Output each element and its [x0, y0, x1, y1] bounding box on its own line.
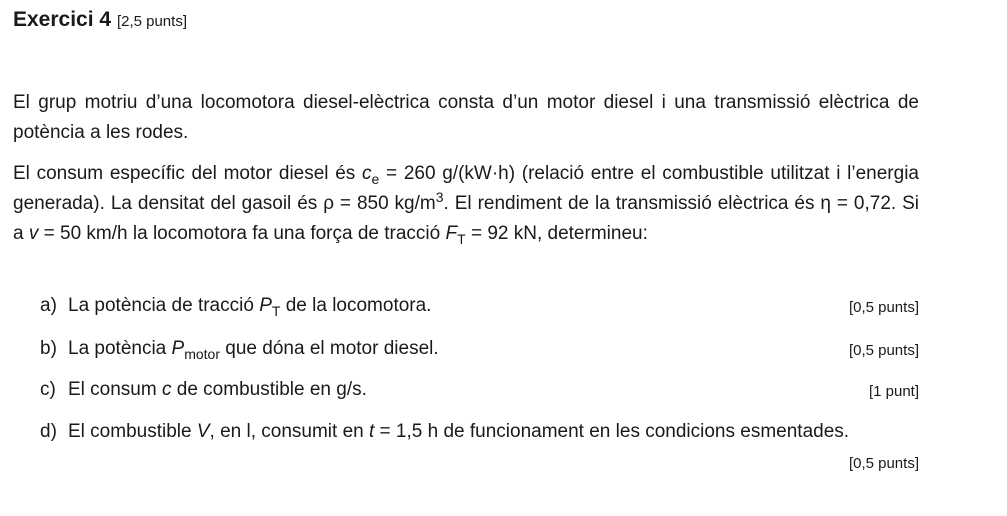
- rho-symbol: ρ: [323, 193, 334, 214]
- question-c-text: [68, 375, 919, 405]
- pt-subscript: T: [271, 303, 281, 319]
- data-text-7: = 92 kN, determineu:: [465, 223, 648, 244]
- question-d-label: d): [40, 421, 57, 442]
- intro-paragraph: El grup motriu d’una locomotora diesel-elèctrica consta d’un motor diesel i una transmissió elèctrica de potència a les rodes.: [13, 92, 919, 143]
- cubic-superscript: 3: [435, 189, 444, 205]
- ce-symbol: c: [362, 163, 372, 184]
- question-b-text-2: que dóna el motor diesel.: [220, 338, 439, 359]
- exercise-points: [2,5 punts]: [116, 13, 187, 30]
- question-a-text-1: La potència de tracció: [68, 295, 260, 316]
- ft-symbol: F: [445, 223, 458, 244]
- question-a-text-2: de la locomotora.: [280, 295, 432, 316]
- question-d-text-3: = 1,5 h de funcionament en les condicions esmentades.: [374, 421, 850, 442]
- question-b-score: [0,5 punts]: [848, 342, 919, 359]
- eta-symbol: η: [820, 193, 831, 214]
- data-text-4: . El rendiment de la transmissió elèctrica és: [443, 193, 821, 214]
- pmotor-subscript: motor: [184, 346, 221, 362]
- ce-subscript: e: [371, 171, 380, 187]
- question-a-label: a): [40, 295, 57, 316]
- question-d-text: [68, 417, 919, 447]
- question-d-score: [0,5 punts]: [848, 455, 919, 472]
- data-text-5: = 0,72. Si a: [13, 193, 919, 244]
- exercise-title: [13, 8, 187, 32]
- data-text-3: = 850 kg/m: [334, 193, 436, 214]
- t-symbol: t: [369, 421, 375, 442]
- question-b-text: [68, 334, 919, 364]
- question-c-score: [1 punt]: [868, 383, 919, 400]
- pt-symbol: P: [259, 295, 272, 316]
- question-a-score: [0,5 punts]: [848, 299, 919, 316]
- question-d-text-1: El combustible: [68, 421, 197, 442]
- ft-subscript: T: [457, 231, 466, 247]
- pmotor-symbol: P: [171, 338, 185, 359]
- data-text-6: = 50 km/h la locomotora fa una força de tracció: [38, 223, 446, 244]
- v-symbol: v: [28, 223, 39, 244]
- question-a-text: [68, 291, 919, 321]
- question-c-text-2: de combustible en g/s.: [171, 379, 367, 400]
- exercise-title-text: Exercici 4: [13, 8, 112, 31]
- question-b-text-1: La potència: [68, 338, 172, 359]
- question-d-text-2: , en l, consumit en: [209, 421, 369, 442]
- v-volume-symbol: V: [196, 421, 210, 442]
- data-text-1: El consum específic del motor diesel és: [13, 163, 363, 184]
- data-text-2: = 260 g/(kW·h) (relació entre el combustible utilitzat i l’energia generada). La densitat del gasoil és: [13, 163, 919, 214]
- question-c-text-1: El consum: [68, 379, 162, 400]
- c-symbol: c: [161, 379, 172, 400]
- question-c-label: c): [40, 379, 56, 400]
- data-paragraph: [13, 159, 919, 249]
- question-b-label: b): [40, 338, 57, 359]
- question-d: [40, 417, 919, 477]
